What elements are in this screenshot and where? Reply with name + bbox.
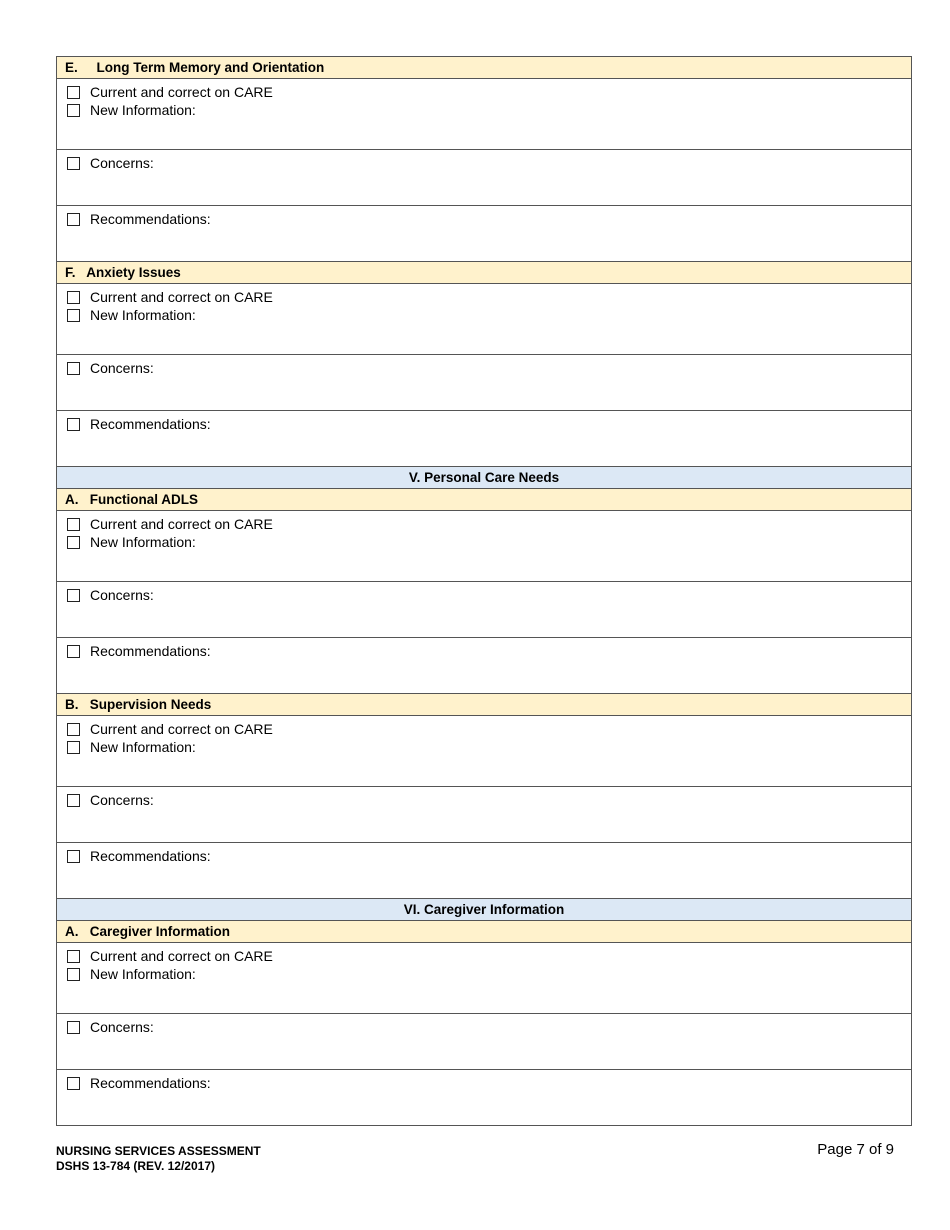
status-cell-v-a: [57, 511, 911, 582]
recommendations-cell-vi-a: [57, 1070, 911, 1126]
concerns-checkbox-vi-a[interactable]: [67, 1021, 80, 1034]
recommendations-checkbox-v-b[interactable]: [67, 850, 80, 863]
status-cell-e: [57, 79, 911, 150]
new-info-label: New Information:: [90, 966, 196, 982]
current-checkbox-e[interactable]: [67, 86, 80, 99]
recommendations-checkbox-f[interactable]: [67, 418, 80, 431]
concerns-cell-v-a: [57, 582, 911, 638]
new-info-checkbox-v-b[interactable]: [67, 741, 80, 754]
recommendations-cell-e: [57, 206, 911, 262]
section-header-vi: VI. Caregiver Information: [57, 899, 911, 921]
subsection-header-vi-a: A. Caregiver Information: [57, 921, 911, 943]
current-checkbox-v-a[interactable]: [67, 518, 80, 531]
subsection-header-e: E. Long Term Memory and Orientation: [57, 57, 911, 79]
concerns-cell-v-b: [57, 787, 911, 843]
recommendations-checkbox-e[interactable]: [67, 213, 80, 226]
concerns-checkbox-v-b[interactable]: [67, 794, 80, 807]
current-label: Current and correct on CARE: [90, 948, 273, 964]
concerns-label: Concerns:: [90, 1019, 154, 1035]
recommendations-label: Recommendations:: [90, 416, 211, 432]
subsection-header-f: F. Anxiety Issues: [57, 262, 911, 284]
new-info-label: New Information:: [90, 102, 196, 118]
status-cell-vi-a: [57, 943, 911, 1014]
recommendations-checkbox-vi-a[interactable]: [67, 1077, 80, 1090]
status-cell-f: [57, 284, 911, 355]
current-label: Current and correct on CARE: [90, 84, 273, 100]
section-header-v: V. Personal Care Needs: [57, 467, 911, 489]
new-info-checkbox-f[interactable]: [67, 309, 80, 322]
concerns-cell-vi-a: [57, 1014, 911, 1070]
recommendations-cell-v-b: [57, 843, 911, 899]
new-info-checkbox-e[interactable]: [67, 104, 80, 117]
recommendations-label: Recommendations:: [90, 1075, 211, 1091]
recommendations-cell-v-a: [57, 638, 911, 694]
new-info-checkbox-v-a[interactable]: [67, 536, 80, 549]
subsection-header-v-a: A. Functional ADLS: [57, 489, 911, 511]
concerns-cell-f: [57, 355, 911, 411]
concerns-label: Concerns:: [90, 587, 154, 603]
concerns-checkbox-f[interactable]: [67, 362, 80, 375]
concerns-label: Concerns:: [90, 155, 154, 171]
current-checkbox-vi-a[interactable]: [67, 950, 80, 963]
concerns-cell-e: [57, 150, 911, 206]
recommendations-cell-f: [57, 411, 911, 467]
current-label: Current and correct on CARE: [90, 289, 273, 305]
new-info-label: New Information:: [90, 534, 196, 550]
status-cell-v-b: [57, 716, 911, 787]
current-checkbox-v-b[interactable]: [67, 723, 80, 736]
recommendations-label: Recommendations:: [90, 211, 211, 227]
current-label: Current and correct on CARE: [90, 516, 273, 532]
subsection-header-v-b: B. Supervision Needs: [57, 694, 911, 716]
new-info-label: New Information:: [90, 307, 196, 323]
recommendations-checkbox-v-a[interactable]: [67, 645, 80, 658]
page-number: Page 7 of 9: [817, 1141, 894, 1158]
form-name: NURSING SERVICES ASSESSMENT: [56, 1144, 261, 1158]
concerns-checkbox-e[interactable]: [67, 157, 80, 170]
concerns-label: Concerns:: [90, 792, 154, 808]
recommendations-label: Recommendations:: [90, 643, 211, 659]
current-label: Current and correct on CARE: [90, 721, 273, 737]
recommendations-label: Recommendations:: [90, 848, 211, 864]
new-info-label: New Information:: [90, 739, 196, 755]
new-info-checkbox-vi-a[interactable]: [67, 968, 80, 981]
concerns-checkbox-v-a[interactable]: [67, 589, 80, 602]
concerns-label: Concerns:: [90, 360, 154, 376]
form-footer: [56, 1144, 261, 1174]
form-number: DSHS 13-784 (REV. 12/2017): [56, 1159, 215, 1173]
assessment-form: [56, 56, 912, 1126]
current-checkbox-f[interactable]: [67, 291, 80, 304]
